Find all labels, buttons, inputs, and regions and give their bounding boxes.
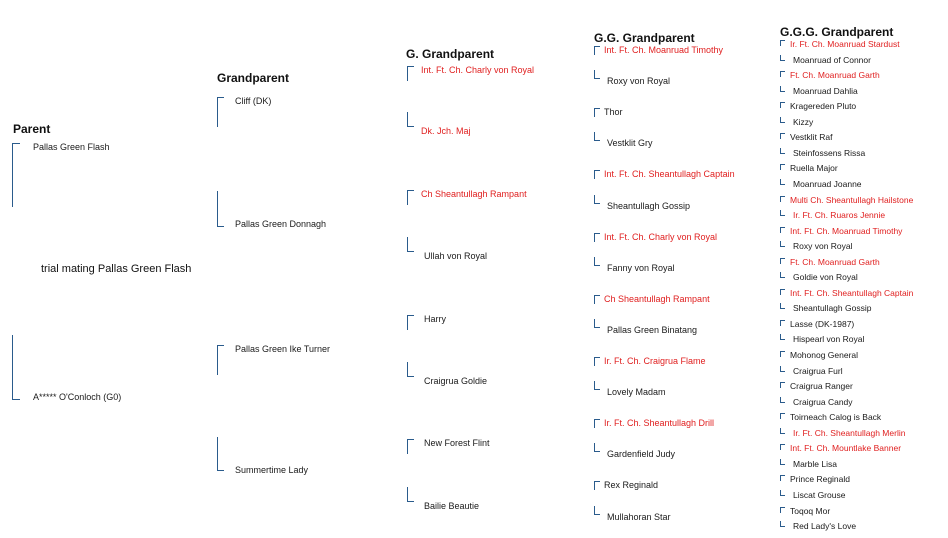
gg-grandparent-name: Lovely Madam [607, 387, 666, 398]
ggg-grandparent-name: Ft. Ch. Moanruad Garth [790, 256, 880, 267]
ggg-grandparent-name: Ruella Major [790, 163, 838, 174]
header-parent: Parent [13, 122, 51, 136]
g-grandparent-name: Ullah von Royal [424, 251, 488, 261]
ggg-grandparent-connector [780, 86, 785, 92]
g-grandparent-connector [407, 190, 414, 205]
ggg-grandparent-name: Ir. Ft. Ch. Sheantullagh Merlin [793, 427, 906, 438]
ggg-grandparent-connector [780, 227, 785, 233]
gg-grandparent-name: Thor [604, 107, 623, 118]
ggg-grandparent-connector [780, 490, 785, 496]
ggg-grandparent-name: Moanruad Dahlia [793, 85, 858, 96]
ggg-grandparent-name: Craigrua Candy [793, 396, 853, 407]
ggg-grandparent-name: Vestklit Raf [790, 132, 833, 143]
ggg-grandparent-connector [780, 521, 785, 527]
ggg-grandparent-connector [780, 210, 785, 216]
gg-grandparent-connector [594, 481, 600, 490]
ggg-grandparent-name: Multi Ch. Sheantullagh Hailstone [790, 194, 914, 205]
ggg-grandparent-connector [780, 258, 785, 264]
g-grandparent-name: New Forest Flint [424, 438, 490, 448]
ggg-grandparent-name: Liscat Grouse [793, 489, 846, 500]
header-grandparent: Grandparent [217, 71, 290, 85]
ggg-grandparent-name: Ft. Ch. Moanruad Garth [790, 70, 880, 81]
header-ggg-grandparent: G.G.G. Grandparent [780, 25, 894, 39]
ggg-grandparent-name: Craigrua Furl [793, 365, 843, 376]
gg-grandparent-connector [594, 108, 600, 117]
grandparent-connector [217, 437, 224, 471]
ggg-grandparent-name: Ir. Ft. Ch. Ruaros Jennie [793, 210, 886, 221]
g-grandparent-connector [407, 439, 414, 454]
ggg-grandparent-connector [780, 164, 785, 170]
g-grandparent-connector [407, 487, 414, 502]
ggg-grandparent-connector [780, 272, 785, 278]
ggg-grandparent-connector [780, 475, 785, 481]
ggg-grandparent-connector [780, 334, 785, 340]
gg-grandparent-name: Rex Reginald [604, 480, 659, 491]
gg-grandparent-connector [594, 319, 600, 328]
grandparent-name: Pallas Green Ike Turner [235, 344, 331, 354]
ggg-grandparent-name: Craigrua Ranger [790, 381, 853, 392]
gg-grandparent-name: Mullahoran Star [607, 511, 671, 522]
g-grandparent-name: Ch Sheantullagh Rampant [421, 189, 527, 199]
gg-grandparent-connector [594, 70, 600, 79]
ggg-grandparent-name: Ir. Ft. Ch. Moanruad Stardust [790, 39, 900, 49]
ggg-grandparent-connector [780, 413, 785, 419]
ggg-grandparent-name: Toqoq Mor [790, 505, 831, 516]
header-gg-grandparent: G.G. Grandparent [594, 31, 695, 45]
grandparent-name: Summertime Lady [235, 465, 309, 475]
grandparent-connector [217, 345, 224, 375]
ggg-grandparent-name: Toirneach Calog is Back [790, 412, 882, 423]
gg-grandparent-connector [594, 233, 600, 242]
gg-grandparent-connector [594, 381, 600, 390]
gg-grandparent-name: Pallas Green Binatang [607, 324, 698, 335]
gg-grandparent-name: Gardenfield Judy [607, 449, 676, 460]
grandparent-connector [217, 97, 224, 127]
header-g-grandparent: G. Grandparent [406, 47, 495, 61]
gg-grandparent-name: Fanny von Royal [607, 262, 675, 273]
ggg-grandparent-connector [780, 289, 785, 295]
ggg-grandparent-name: Sheantullagh Gossip [793, 303, 872, 314]
g-grandparent-name: Craigrua Goldie [424, 376, 488, 386]
gg-grandparent-connector [594, 195, 600, 204]
g-grandparent-connector [407, 237, 414, 252]
ggg-grandparent-connector [780, 366, 785, 372]
g-grandparent-name: Dk. Jch. Maj [421, 126, 471, 136]
ggg-grandparent-connector [780, 459, 785, 465]
ggg-grandparent-name: Prince Reginald [790, 474, 851, 485]
gg-grandparent-name: Int. Ft. Ch. Charly von Royal [604, 231, 718, 242]
gg-grandparent-connector [594, 46, 600, 55]
g-grandparent-connector [407, 112, 414, 127]
ggg-grandparent-connector [780, 102, 785, 108]
ggg-grandparent-name: Int. Ft. Ch. Sheantullagh Captain [790, 287, 914, 298]
ggg-grandparent-connector [780, 303, 785, 309]
ggg-grandparent-connector [780, 55, 785, 61]
grandparent-name: Cliff (DK) [235, 96, 272, 106]
gg-grandparent-name: Ch Sheantullagh Rampant [604, 293, 710, 304]
gg-grandparent-name: Int. Ft. Ch. Moanruad Timothy [604, 45, 724, 55]
gg-grandparent-name: Roxy von Royal [607, 76, 671, 87]
gg-grandparent-name: Vestklit Gry [607, 138, 653, 149]
ggg-grandparent-connector [780, 444, 785, 450]
grandparent-name: Pallas Green Donnagh [235, 219, 327, 229]
ggg-grandparent-name: Hispearl von Royal [793, 334, 865, 345]
ggg-grandparent-connector [780, 179, 785, 185]
subject-title: trial mating Pallas Green Flash [41, 263, 192, 275]
ggg-grandparent-connector [780, 40, 785, 46]
ggg-grandparent-connector [780, 507, 785, 513]
ggg-grandparent-connector [780, 397, 785, 403]
gg-grandparent-name: Ir. Ft. Ch. Sheantullagh Drill [604, 418, 715, 429]
sire-connector [12, 143, 20, 207]
ggg-grandparent-name: Int. Ft. Ch. Moanruad Timothy [790, 225, 903, 236]
gg-grandparent-connector [594, 357, 600, 366]
dam-name: A***** O'Conloch (G0) [33, 392, 122, 402]
ggg-grandparent-connector [780, 428, 785, 434]
gg-grandparent-name: Int. Ft. Ch. Sheantullagh Captain [604, 169, 735, 180]
gg-grandparent-connector [594, 443, 600, 452]
g-grandparent-name: Harry [424, 314, 446, 324]
gg-grandparent-connector [594, 295, 600, 304]
ggg-grandparent-connector [780, 320, 785, 326]
ggg-grandparent-name: Moanruad of Connor [793, 54, 871, 65]
ggg-grandparent-name: Roxy von Royal [793, 241, 853, 252]
g-grandparent-connector [407, 315, 414, 330]
ggg-grandparent-name: Goldie von Royal [793, 272, 858, 283]
gg-grandparent-connector [594, 170, 600, 179]
ggg-grandparent-name: Kragereden Pluto [790, 101, 857, 112]
ggg-grandparent-connector [780, 71, 785, 77]
ggg-grandparent-connector [780, 133, 785, 139]
ggg-grandparent-name: Int. Ft. Ch. Mountlake Banner [790, 443, 902, 454]
grandparent-connector [217, 191, 224, 227]
ggg-grandparent-name: Marble Lisa [793, 458, 837, 469]
gg-grandparent-connector [594, 132, 600, 141]
ggg-grandparent-name: Mohonog General [790, 350, 859, 360]
ggg-grandparent-name: Lasse (DK-1987) [790, 318, 855, 329]
ggg-grandparent-connector [780, 241, 785, 247]
gg-grandparent-connector [594, 419, 600, 428]
g-grandparent-connector [407, 362, 414, 377]
gg-grandparent-name: Ir. Ft. Ch. Craigrua Flame [604, 356, 706, 366]
g-grandparent-connector [407, 66, 414, 81]
g-grandparent-name: Bailie Beautie [424, 501, 480, 511]
ggg-grandparent-name: Kizzy [793, 116, 814, 127]
ggg-grandparent-connector [780, 351, 785, 357]
ggg-grandparent-name: Moanruad Joanne [793, 178, 862, 189]
ggg-grandparent-connector [780, 148, 785, 154]
gg-grandparent-name: Sheantullagh Gossip [607, 200, 691, 211]
sire-name: Pallas Green Flash [33, 142, 110, 152]
g-grandparent-name: Int. Ft. Ch. Charly von Royal [421, 65, 535, 75]
gg-grandparent-connector [594, 506, 600, 515]
dam-connector [12, 335, 20, 400]
ggg-grandparent-connector [780, 382, 785, 388]
ggg-grandparent-connector [780, 117, 785, 123]
ggg-grandparent-name: Red Lady's Love [793, 521, 857, 532]
ggg-grandparent-connector [780, 196, 785, 202]
ggg-grandparent-name: Steinfossens Rissa [793, 147, 866, 158]
gg-grandparent-connector [594, 257, 600, 266]
